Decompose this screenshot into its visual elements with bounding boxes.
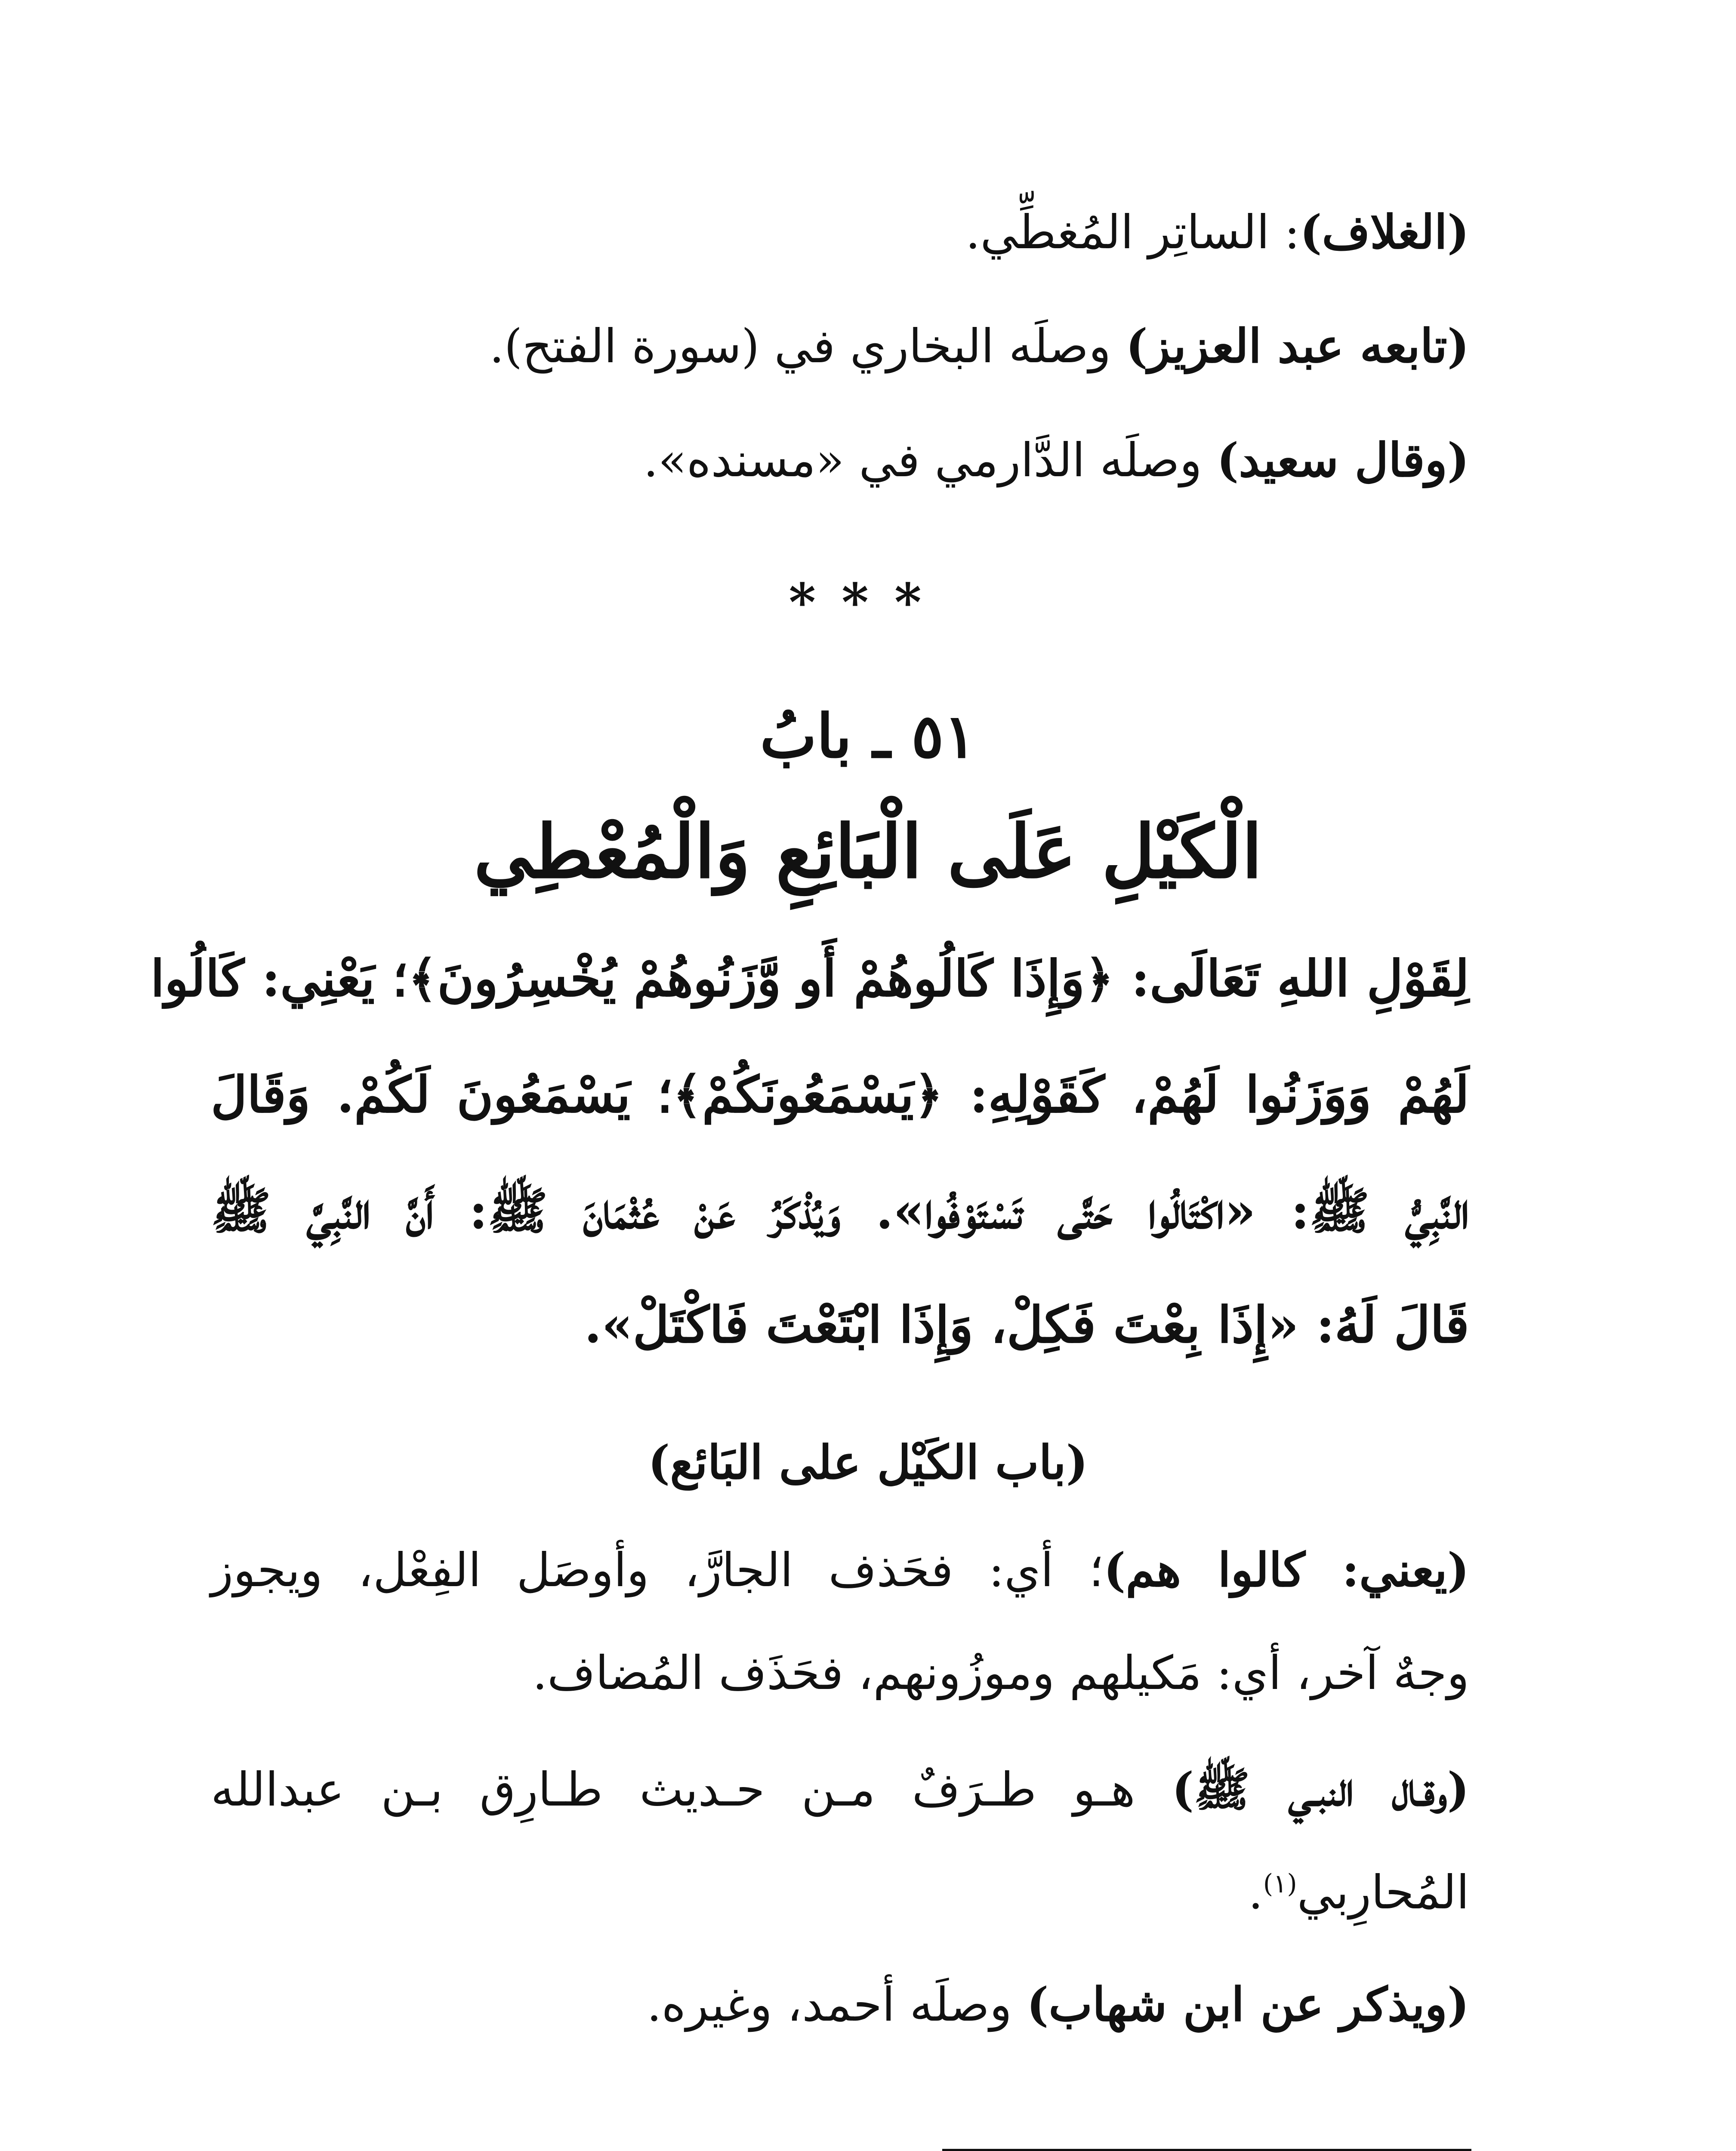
glossary-term: (الغلاف) [1300,205,1469,259]
commentary-p1-line-2: وجهٌ آخر، أي: مَكيلهم وموزُونهم، فحَذَف المُضاف. [532,1646,1469,1700]
commentary-text: وصلَه أحمد، وغيره. [647,1978,1027,2032]
commentary-text: ؛ أي: فحَذف الجارَّ، وأوصَل الفِعْل، ويجوز [211,1544,1104,1597]
glossary-term: (وقال سعيد) [1217,433,1469,487]
commentary-term: (يعني: كالوا هم) [1104,1543,1470,1597]
commentary-text: هـو طـرَفٌ مـن حـديث طـارِق بـن عبدالله [211,1763,1172,1817]
footnote-reference[interactable]: (١) [1263,1869,1297,1899]
chapter-number: ٥١ ـ بابُ [760,701,976,772]
commentary-p2-line-2 [211,1863,1469,1923]
section-separator: *** [789,572,947,633]
hadith-line-1: لِقَوْلِ اللهِ تَعَالَى: ﴿وَإِذَا كَالُوهُمْ أَو وَّزَنُوهُمْ يُخْسِرُونَ﴾؛ يَعْنِي: كَالُوا [151,949,1469,1008]
hadith-line-4: قَالَ لَهُ: «إِذَا بِعْتَ فَكِلْ، وَإِذَا ابْتَعْتَ فَاكْتَلْ». [584,1296,1469,1354]
hadith-line-2: لَهُمْ وَوَزَنُوا لَهُمْ، كَقَوْلِهِ: ﴿يَسْمَعُونَكُمْ﴾؛ يَسْمَعُونَ لَكُمْ. وَقَالَ [211,1066,1469,1124]
commentary-p2-line-1 [211,1760,1469,1820]
chapter-title: الْكَيْلِ عَلَى الْبَائِعِ وَالْمُعْطِي [474,809,1262,895]
commentary-p3 [647,1975,1469,2035]
commentary-p1-line-1 [211,1540,1469,1601]
glossary-line-1 [965,202,1469,263]
glossary-line-2 [490,316,1470,377]
glossary-text: وصلَه البخاري في (سورة الفتح). [489,320,1126,373]
commentary-heading: (باب الكَيْل على البَائع) [648,1436,1088,1490]
commentary-term: (وقـال النبـي ﷺ) [1172,1763,1470,1817]
commentary-text: . [1248,1866,1263,1920]
footnote-divider [942,2149,1471,2151]
glossary-text: وصلَه الدَّارمي في «مسنده». [643,434,1217,487]
hadith-line-3: النَّبِيُّ ﷺ: «اكْتَالُوا حَتَّى تَسْتَوْفُوا». وَيُذْكَرُ عَنْ عُثْمَانَ ﷺ: أَنَّ النَّبِيَّ ﷺ [211,1182,1469,1240]
glossary-term: (تابعه عبد العزيز) [1125,319,1469,373]
glossary-text: : الساتِر المُغطِّي. [965,206,1300,259]
glossary-line-3 [644,430,1469,491]
commentary-term: (ويذكر عن ابن شهاب) [1027,1978,1469,2032]
commentary-text: المُحارِبي [1297,1866,1469,1920]
